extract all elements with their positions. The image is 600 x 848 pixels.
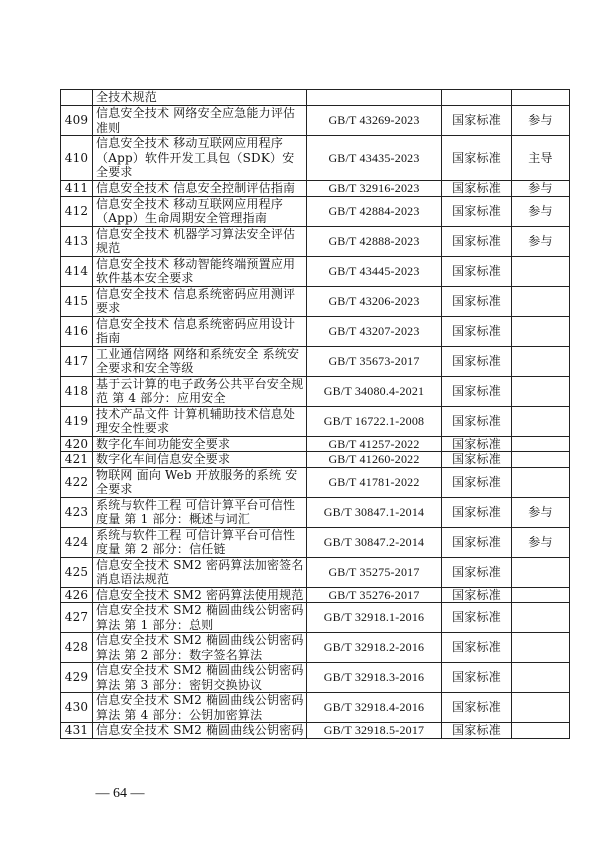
standard-code: GB/T 35275-2017	[307, 557, 442, 587]
row-number	[61, 90, 93, 106]
standard-name: 信息安全技术 移动智能终端预置应用软件基本安全要求	[93, 256, 307, 286]
table-row	[61, 693, 570, 723]
participation-role	[512, 436, 570, 452]
row-number: 430	[61, 693, 93, 723]
standard-type: 国家标准	[442, 226, 512, 256]
standard-type: 国家标准	[442, 436, 512, 452]
row-number: 424	[61, 527, 93, 557]
standard-code: GB/T 32918.2-2016	[307, 633, 442, 663]
standard-name: 信息安全技术 移动互联网应用程序（App）生命周期安全管理指南	[93, 196, 307, 226]
table-row	[61, 663, 570, 693]
standard-type: 国家标准	[442, 467, 512, 497]
standard-code: GB/T 32918.4-2016	[307, 693, 442, 723]
table-row	[61, 587, 570, 603]
table-row	[61, 452, 570, 468]
row-number: 431	[61, 723, 93, 739]
standard-code: GB/T 32918.3-2016	[307, 663, 442, 693]
standard-type: 国家标准	[442, 452, 512, 468]
standard-type: 国家标准	[442, 196, 512, 226]
table-row	[61, 226, 570, 256]
participation-role	[512, 286, 570, 316]
table-row	[61, 180, 570, 196]
standard-type: 国家标准	[442, 346, 512, 376]
standard-name: 物联网 面向 Web 开放服务的系统 安全要求	[93, 467, 307, 497]
participation-role: 参与	[512, 527, 570, 557]
row-number: 409	[61, 106, 93, 136]
participation-role	[512, 316, 570, 346]
standard-name: 数字化车间功能安全要求	[93, 436, 307, 452]
standard-code: GB/T 32918.5-2017	[307, 723, 442, 739]
standard-code: GB/T 32918.1-2016	[307, 603, 442, 633]
standard-type: 国家标准	[442, 136, 512, 181]
row-number: 416	[61, 316, 93, 346]
standard-code: GB/T 30847.1-2014	[307, 497, 442, 527]
participation-role	[512, 90, 570, 106]
table-row	[61, 557, 570, 587]
standard-code: GB/T 35673-2017	[307, 346, 442, 376]
table-row	[61, 406, 570, 436]
row-number: 422	[61, 467, 93, 497]
row-number: 428	[61, 633, 93, 663]
standard-type: 国家标准	[442, 723, 512, 739]
row-number: 426	[61, 587, 93, 603]
row-number: 427	[61, 603, 93, 633]
participation-role	[512, 452, 570, 468]
table-row	[61, 497, 570, 527]
row-number: 429	[61, 663, 93, 693]
row-number: 425	[61, 557, 93, 587]
standard-type: 国家标准	[442, 693, 512, 723]
standard-code: GB/T 32916-2023	[307, 180, 442, 196]
standards-table	[60, 89, 570, 739]
standard-name: 信息安全技术 SM2 密码算法加密签名消息语法规范	[93, 557, 307, 587]
standard-type: 国家标准	[442, 256, 512, 286]
row-number: 414	[61, 256, 93, 286]
row-number: 417	[61, 346, 93, 376]
standard-name: 信息安全技术 移动互联网应用程序（App）软件开发工具包（SDK）安全要求	[93, 136, 307, 181]
standard-name: 信息安全技术 信息安全控制评估指南	[93, 180, 307, 196]
participation-role: 参与	[512, 106, 570, 136]
participation-role	[512, 633, 570, 663]
row-number: 410	[61, 136, 93, 181]
standard-name: 技术产品文件 计算机辅助技术信息处理安全性要求	[93, 406, 307, 436]
standard-name: 信息安全技术 SM2 椭圆曲线公钥密码算法 第 2 部分：数字签名算法	[93, 633, 307, 663]
row-number: 413	[61, 226, 93, 256]
row-number: 423	[61, 497, 93, 527]
standard-name: 系统与软件工程 可信计算平台可信性度量 第 1 部分：概述与词汇	[93, 497, 307, 527]
standard-name: 信息安全技术 网络安全应急能力评估准则	[93, 106, 307, 136]
standard-name: 信息安全技术 SM2 椭圆曲线公钥密码算法 第 4 部分：公钥加密算法	[93, 693, 307, 723]
standard-name: 基于云计算的电子政务公共平台安全规范 第 4 部分：应用安全	[93, 376, 307, 406]
participation-role	[512, 557, 570, 587]
standard-code: GB/T 41781-2022	[307, 467, 442, 497]
standard-type: 国家标准	[442, 497, 512, 527]
participation-role: 参与	[512, 226, 570, 256]
page-number: — 64 —	[95, 786, 145, 801]
table-row	[61, 286, 570, 316]
standard-code: GB/T 43206-2023	[307, 286, 442, 316]
standard-type: 国家标准	[442, 180, 512, 196]
participation-role	[512, 663, 570, 693]
standard-name: 信息安全技术 SM2 椭圆曲线公钥密码	[93, 723, 307, 739]
participation-role: 参与	[512, 196, 570, 226]
participation-role: 参与	[512, 180, 570, 196]
table-row	[61, 376, 570, 406]
standard-name: 信息安全技术 机器学习算法安全评估规范	[93, 226, 307, 256]
participation-role	[512, 587, 570, 603]
participation-role	[512, 376, 570, 406]
standard-name: 信息安全技术 信息系统密码应用设计指南	[93, 316, 307, 346]
standard-type: 国家标准	[442, 376, 512, 406]
table-row	[61, 603, 570, 633]
standard-code: GB/T 43435-2023	[307, 136, 442, 181]
standard-name: 数字化车间信息安全要求	[93, 452, 307, 468]
standard-type: 国家标准	[442, 603, 512, 633]
standard-name: 系统与软件工程 可信计算平台可信性度量 第 2 部分：信任链	[93, 527, 307, 557]
standard-type: 国家标准	[442, 557, 512, 587]
standard-code: GB/T 41260-2022	[307, 452, 442, 468]
table-row	[61, 346, 570, 376]
participation-role	[512, 346, 570, 376]
participation-role: 主导	[512, 136, 570, 181]
standard-code: GB/T 41257-2022	[307, 436, 442, 452]
standard-code: GB/T 16722.1-2008	[307, 406, 442, 436]
standard-type: 国家标准	[442, 106, 512, 136]
standard-code: GB/T 43445-2023	[307, 256, 442, 286]
standard-name: 工业通信网络 网络和系统安全 系统安全要求和安全等级	[93, 346, 307, 376]
standard-code: GB/T 34080.4-2021	[307, 376, 442, 406]
standard-name: 信息安全技术 SM2 椭圆曲线公钥密码算法 第 3 部分：密钥交换协议	[93, 663, 307, 693]
standard-code: GB/T 43207-2023	[307, 316, 442, 346]
standard-code: GB/T 30847.2-2014	[307, 527, 442, 557]
participation-role	[512, 723, 570, 739]
standard-type: 国家标准	[442, 663, 512, 693]
table-row	[61, 256, 570, 286]
row-number: 418	[61, 376, 93, 406]
standards-table-body	[61, 90, 570, 739]
table-row	[61, 527, 570, 557]
standard-code: GB/T 43269-2023	[307, 106, 442, 136]
standard-name: 信息安全技术 SM2 椭圆曲线公钥密码算法 第 1 部分：总则	[93, 603, 307, 633]
standard-name: 全技术规范	[93, 90, 307, 106]
table-row	[61, 723, 570, 739]
standard-type: 国家标准	[442, 406, 512, 436]
table-row	[61, 436, 570, 452]
row-number: 415	[61, 286, 93, 316]
participation-role	[512, 256, 570, 286]
standard-type	[442, 90, 512, 106]
standard-name: 信息安全技术 信息系统密码应用测评要求	[93, 286, 307, 316]
participation-role	[512, 693, 570, 723]
table-row	[61, 90, 570, 106]
standard-code: GB/T 42884-2023	[307, 196, 442, 226]
standard-code	[307, 90, 442, 106]
standard-name: 信息安全技术 SM2 密码算法使用规范	[93, 587, 307, 603]
row-number: 412	[61, 196, 93, 226]
participation-role	[512, 603, 570, 633]
standard-type: 国家标准	[442, 587, 512, 603]
standard-type: 国家标准	[442, 316, 512, 346]
participation-role	[512, 406, 570, 436]
row-number: 420	[61, 436, 93, 452]
standard-code: GB/T 42888-2023	[307, 226, 442, 256]
table-row	[61, 633, 570, 663]
row-number: 419	[61, 406, 93, 436]
table-row	[61, 467, 570, 497]
participation-role	[512, 467, 570, 497]
table-row	[61, 106, 570, 136]
row-number: 421	[61, 452, 93, 468]
participation-role: 参与	[512, 497, 570, 527]
table-row	[61, 316, 570, 346]
table-row	[61, 136, 570, 181]
standard-type: 国家标准	[442, 527, 512, 557]
standard-type: 国家标准	[442, 633, 512, 663]
standard-code: GB/T 35276-2017	[307, 587, 442, 603]
row-number: 411	[61, 180, 93, 196]
table-row	[61, 196, 570, 226]
standard-type: 国家标准	[442, 286, 512, 316]
